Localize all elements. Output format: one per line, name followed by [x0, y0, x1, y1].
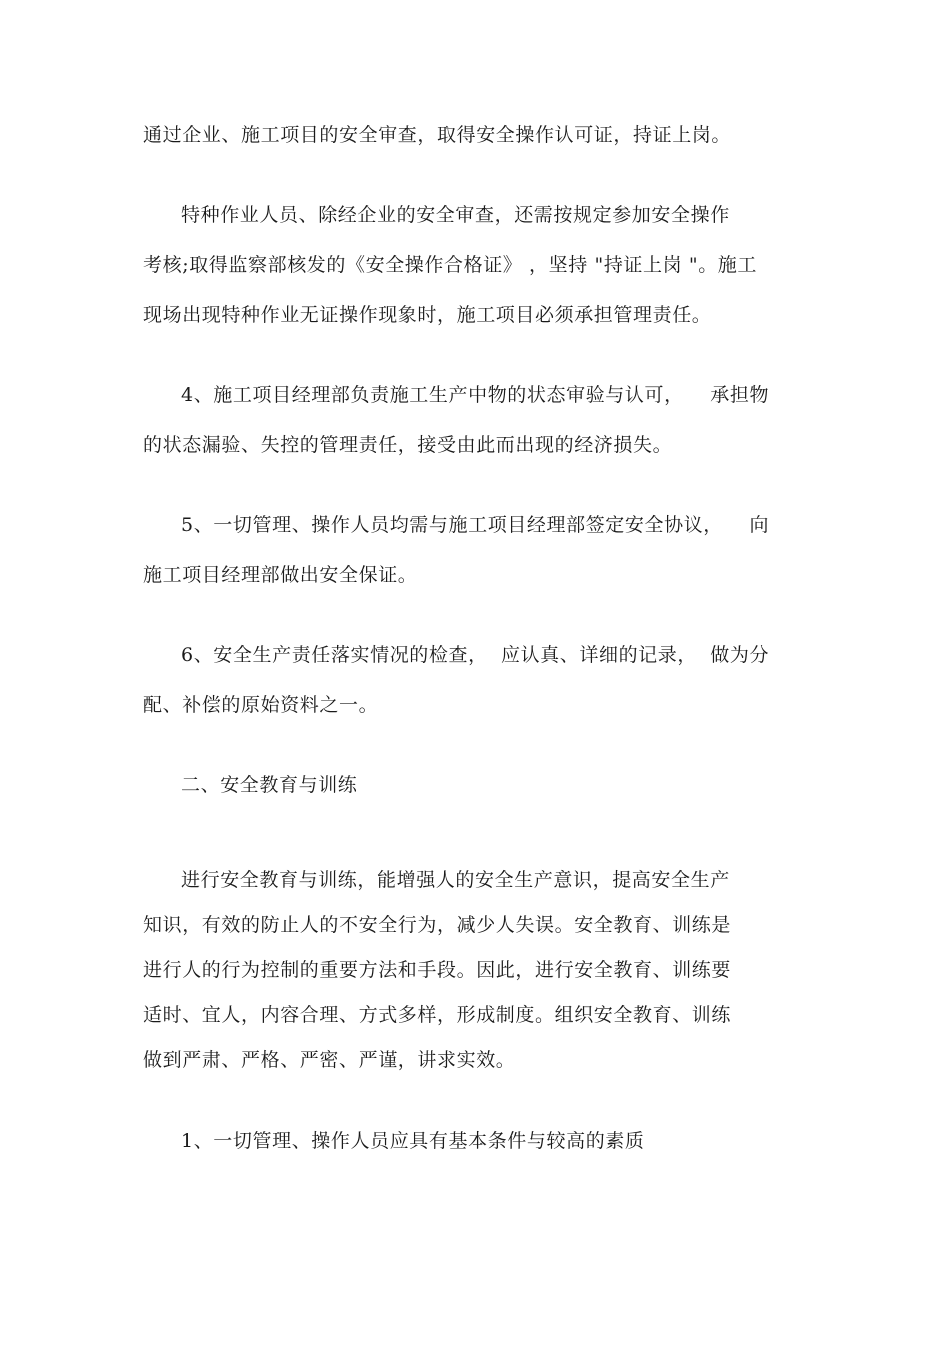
text-line: 特种作业人员、除经企业的安全审查，还需按规定参加安全操作: [181, 204, 730, 226]
text-line: 进行人的行为控制的重要方法和手段。因此，进行安全教育、训练要: [143, 959, 732, 981]
text-line: 通过企业、施工项目的安全审查，取得安全操作认可证，持证上岗。: [143, 124, 732, 146]
text-line: 施工项目经理部做出安全保证。: [143, 564, 418, 586]
text-line: 4、施工项目经理部负责施工生产中物的状态审验与认可， 承担物: [181, 384, 770, 406]
text-line: 做到严肃、严格、严密、严谨，讲求实效。: [143, 1049, 516, 1071]
text-line: 5、一切管理、操作人员均需与施工项目经理部签定安全协议， 向: [181, 514, 770, 536]
text-line: 知识，有效的防止人的不安全行为，减少人失误。安全教育、训练是: [143, 914, 732, 936]
text-line: 进行安全教育与训练，能增强人的安全生产意识，提高安全生产: [181, 869, 730, 891]
section-heading: 二、安全教育与训练: [181, 774, 358, 796]
text-line: 适时、宜人，内容合理、方式多样，形成制度。组织安全教育、训练: [143, 1004, 732, 1026]
text-line: 配、补偿的原始资料之一。: [143, 694, 379, 716]
text-line: 考核;取得监察部核发的《安全操作合格证》 ，坚持 "持证上岗 "。施工: [143, 254, 757, 276]
text-line: 现场出现特种作业无证操作现象时，施工项目必须承担管理责任。: [143, 304, 712, 326]
text-line: 6、安全生产责任落实情况的检查， 应认真、详细的记录， 做为分: [181, 644, 770, 666]
text-line: 1、一切管理、操作人员应具有基本条件与较高的素质: [181, 1130, 645, 1152]
text-line: 的状态漏验、失控的管理责任，接受由此而出现的经济损失。: [143, 434, 673, 456]
